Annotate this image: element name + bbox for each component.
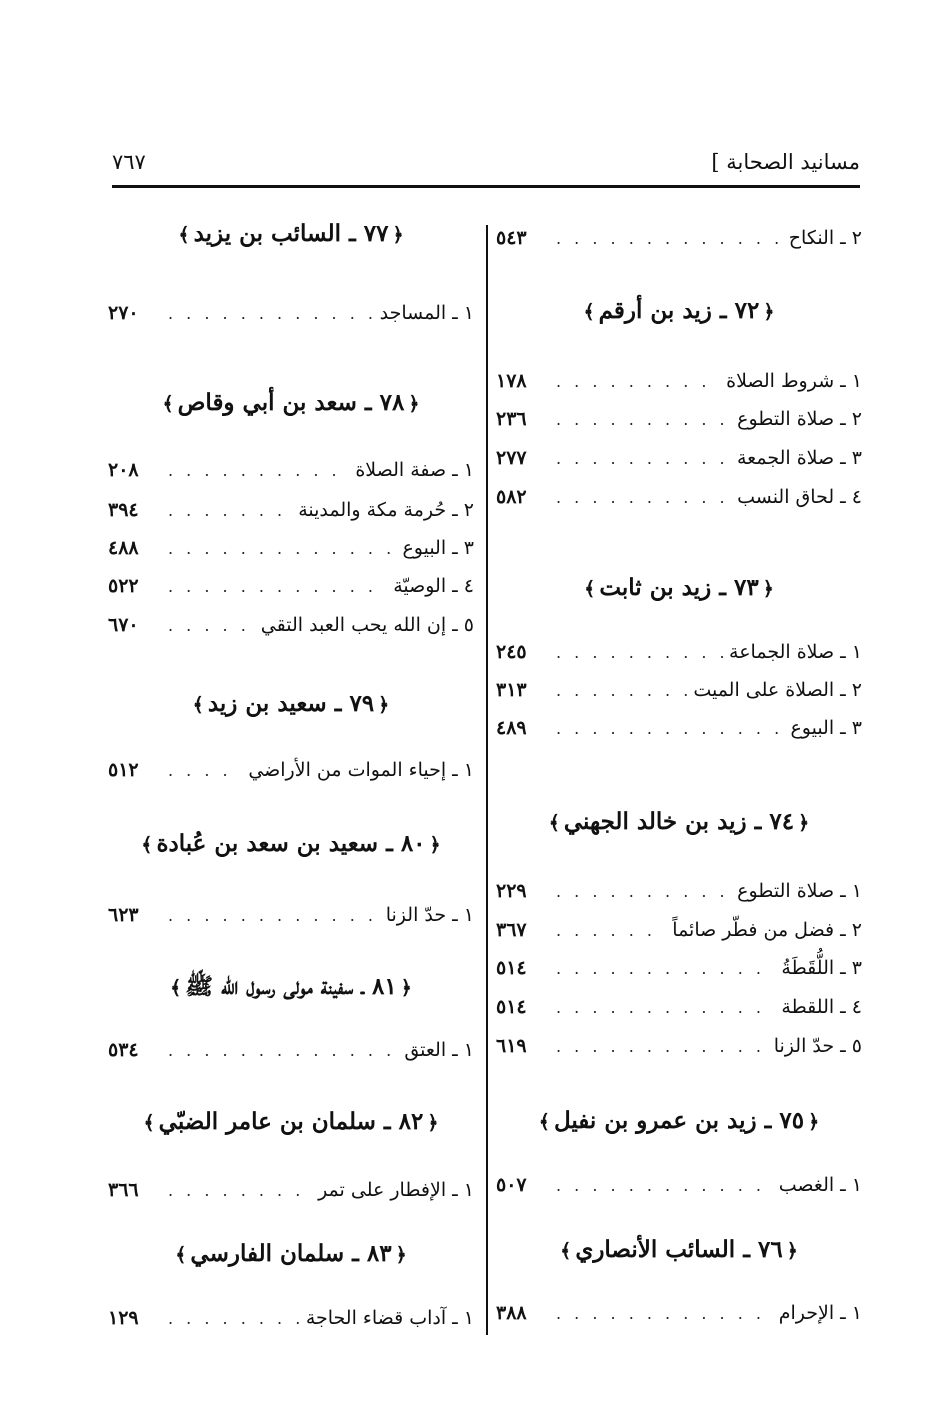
index-entry (496, 443, 862, 473)
entry-page-number: ٢٧٧ (496, 447, 527, 469)
entry-title: ١ ـ الإفطار على تمر (318, 1179, 474, 1201)
index-entry (496, 953, 862, 983)
ornament-open-icon: ﴿ (429, 834, 441, 856)
section-heading-text: ٨٣ ـ سلمان الفارسي (190, 1240, 392, 1267)
entry-title: ١ ـ صفة الصلاة (355, 459, 474, 481)
index-entry (108, 1303, 474, 1333)
index-entry (108, 298, 474, 328)
index-entry (496, 992, 862, 1022)
ornament-open-icon: ﴿ (400, 977, 412, 999)
entry-page-number: ٦٧٠ (108, 614, 139, 636)
dot-leader (556, 1037, 768, 1056)
dot-leader (168, 1041, 398, 1060)
section-heading-text: ٧٥ ـ زيد بن عمرو بن نفيل (553, 1107, 805, 1134)
dot-leader (556, 882, 731, 901)
dot-leader (556, 229, 783, 248)
section-heading-text: ٨١ ـ سفينة مولى رسول الله ﷺ (185, 973, 397, 1000)
index-entry (496, 1031, 862, 1061)
entry-page-number: ٣٦٧ (496, 919, 527, 941)
entry-title: ٢ ـ صلاة التطوع (737, 408, 862, 430)
section-heading (108, 389, 474, 416)
index-entry (108, 533, 474, 563)
index-entry (496, 366, 862, 396)
index-entry (108, 571, 474, 601)
dot-leader (556, 488, 731, 507)
entry-page-number: ٢٢٩ (496, 880, 527, 902)
dot-leader (556, 998, 775, 1017)
ornament-open-icon: ﴿ (378, 694, 390, 716)
ornament-open-icon: ﴿ (392, 224, 404, 246)
dot-leader (168, 1309, 300, 1328)
section-heading (108, 1240, 474, 1267)
index-entry (108, 900, 474, 930)
index-entry (108, 610, 474, 640)
index-entry (108, 1175, 474, 1205)
dot-leader (556, 959, 775, 978)
entry-page-number: ٢٧٠ (108, 302, 139, 324)
ornament-close-icon: ﴾ (162, 393, 174, 415)
entry-title: ٢ ـ فضل من فطّر صائماً (672, 919, 862, 941)
ornament-open-icon: ﴿ (762, 578, 774, 600)
index-entry (496, 482, 862, 512)
section-heading (496, 297, 862, 324)
section-heading (496, 808, 862, 835)
index-entry (496, 223, 862, 253)
right-column (496, 0, 862, 1406)
dot-leader (556, 921, 666, 940)
index-entry (496, 1298, 862, 1328)
index-entry (496, 1170, 862, 1200)
section-heading (496, 574, 862, 601)
entry-title: ١ ـ صلاة التطوع (737, 880, 862, 902)
entry-title: ١ ـ الغصب (778, 1174, 862, 1196)
entry-title: ٤ ـ اللقطة (781, 996, 862, 1018)
section-heading-text: ٧٦ ـ السائب الأنصاري (575, 1236, 783, 1263)
section-heading (108, 1108, 474, 1135)
entry-page-number: ٤٨٩ (496, 717, 527, 739)
dot-leader (556, 372, 720, 391)
entry-page-number: ٥٠٧ (496, 1174, 527, 1196)
entry-page-number: ٣١٣ (496, 679, 527, 701)
section-heading (496, 1107, 862, 1134)
entry-title: ٣ ـ البيوع (402, 537, 474, 559)
entry-page-number: ٥١٢ (108, 759, 139, 781)
index-entry (496, 713, 862, 743)
running-title: مسانيد الصحابة ] (711, 150, 860, 174)
section-heading (108, 690, 474, 717)
entry-title: ١ ـ حدّ الزنا (385, 904, 474, 926)
section-heading (108, 830, 474, 857)
section-heading-text: ٧٢ ـ زيد بن أرقم (598, 297, 760, 324)
section-heading (108, 220, 474, 247)
entry-title: ١ ـ شروط الصلاة (726, 370, 862, 392)
entry-page-number: ٢٣٦ (496, 408, 527, 430)
entry-page-number: ١٧٨ (496, 370, 527, 392)
ornament-close-icon: ﴾ (548, 812, 560, 834)
index-entry (496, 637, 862, 667)
section-heading-text: ٨٠ ـ سعيد بن سعد بن عُبادة (156, 830, 426, 857)
dot-leader (556, 719, 784, 738)
entry-title: ١ ـ آداب قضاء الحاجة (305, 1307, 474, 1329)
index-entry (108, 495, 474, 525)
dot-leader (556, 410, 731, 429)
index-entry (496, 675, 862, 705)
entry-title: ٤ ـ لحاق النسب (737, 486, 862, 508)
entry-page-number: ٥٤٣ (496, 227, 527, 249)
entry-page-number: ٥٢٢ (108, 575, 139, 597)
index-entry (108, 455, 474, 485)
section-heading-text: ٧٧ ـ السائب بن يزيد (193, 220, 389, 247)
ornament-close-icon: ﴾ (538, 1111, 550, 1133)
dot-leader (556, 1304, 773, 1323)
section-heading-text: ٨٢ ـ سلمان بن عامر الضبّي (158, 1108, 424, 1135)
section-heading-text: ٧٤ ـ زيد بن خالد الجهني (563, 808, 795, 835)
entry-title: ١ ـ صلاة الجماعة (729, 641, 862, 663)
entry-title: ١ ـ المساجد (379, 302, 474, 324)
entry-title: ٢ ـ حُرمة مكة والمدينة (298, 499, 474, 521)
entry-title: ٥ ـ إن الله يحب العبد التقي (260, 614, 474, 636)
entry-page-number: ٦١٩ (496, 1035, 527, 1057)
section-heading-text: ٧٩ ـ سعيد بن زيد (207, 690, 375, 717)
entry-page-number: ٦٢٣ (108, 904, 139, 926)
entry-title: ٢ ـ النكاح (788, 227, 862, 249)
entry-title: ٣ ـ اللُّقَطَةُ (781, 957, 862, 979)
dot-leader (168, 577, 387, 596)
dot-leader (168, 761, 242, 780)
section-heading-text: ٧٣ ـ زيد بن ثابت (599, 574, 759, 601)
ornament-close-icon: ﴾ (584, 578, 596, 600)
ornament-close-icon: ﴾ (192, 694, 204, 716)
entry-page-number: ١٢٩ (108, 1307, 139, 1329)
entry-page-number: ٣٦٦ (108, 1179, 139, 1201)
entry-title: ٢ ـ الصلاة على الميت (693, 679, 862, 701)
dot-leader (556, 449, 731, 468)
ornament-open-icon: ﴿ (427, 1112, 439, 1134)
entry-title: ١ ـ العتق (404, 1039, 474, 1061)
ornament-close-icon: ﴾ (560, 1240, 572, 1262)
ornament-open-icon: ﴿ (808, 1111, 820, 1133)
index-entry (496, 404, 862, 434)
dot-leader (168, 304, 374, 323)
column-divider (486, 225, 488, 1335)
dot-leader (168, 501, 292, 520)
section-heading (108, 972, 474, 1006)
entry-title: ٣ ـ صلاة الجمعة (737, 447, 862, 469)
section-heading-text: ٧٨ ـ سعد بن أبي وقاص (177, 389, 405, 416)
ornament-open-icon: ﴿ (763, 301, 775, 323)
dot-leader (556, 1176, 773, 1195)
entry-page-number: ٢٠٨ (108, 459, 139, 481)
index-entry (108, 1035, 474, 1065)
index-entry (496, 876, 862, 906)
entry-page-number: ٥٨٢ (496, 486, 527, 508)
dot-leader (168, 906, 380, 925)
entry-page-number: ٥١٤ (496, 957, 527, 979)
ornament-open-icon: ﴿ (798, 812, 810, 834)
ornament-close-icon: ﴾ (175, 1244, 187, 1266)
ornament-open-icon: ﴿ (786, 1240, 798, 1262)
ornament-open-icon: ﴿ (408, 393, 420, 415)
entry-page-number: ٣٩٤ (108, 499, 139, 521)
entry-page-number: ٣٨٨ (496, 1302, 527, 1324)
ornament-close-icon: ﴾ (143, 1112, 155, 1134)
ornament-close-icon: ﴾ (583, 301, 595, 323)
ornament-close-icon: ﴾ (178, 224, 190, 246)
page-number: ٧٦٧ (112, 150, 146, 174)
entry-title: ١ ـ إحياء الموات من الأراضي (248, 759, 474, 781)
entry-page-number: ٥٣٤ (108, 1039, 139, 1061)
left-column (108, 0, 474, 1406)
ornament-open-icon: ﴿ (395, 1244, 407, 1266)
dot-leader (168, 1181, 312, 1200)
entry-title: ٤ ـ الوصيّة (393, 575, 474, 597)
dot-leader (168, 461, 349, 480)
section-heading (496, 1236, 862, 1263)
index-entry (108, 755, 474, 785)
dot-leader (168, 539, 396, 558)
index-entry (496, 915, 862, 945)
dot-leader (168, 616, 255, 635)
ornament-close-icon: ﴾ (170, 977, 182, 999)
entry-page-number: ٥١٤ (496, 996, 527, 1018)
entry-title: ٣ ـ البيوع (790, 717, 862, 739)
dot-leader (556, 643, 723, 662)
entry-title: ١ ـ الإحرام (778, 1302, 862, 1324)
dot-leader (556, 681, 687, 700)
entry-title: ٥ ـ حدّ الزنا (773, 1035, 862, 1057)
entry-page-number: ٤٨٨ (108, 537, 139, 559)
ornament-close-icon: ﴾ (141, 834, 153, 856)
entry-page-number: ٢٤٥ (496, 641, 527, 663)
